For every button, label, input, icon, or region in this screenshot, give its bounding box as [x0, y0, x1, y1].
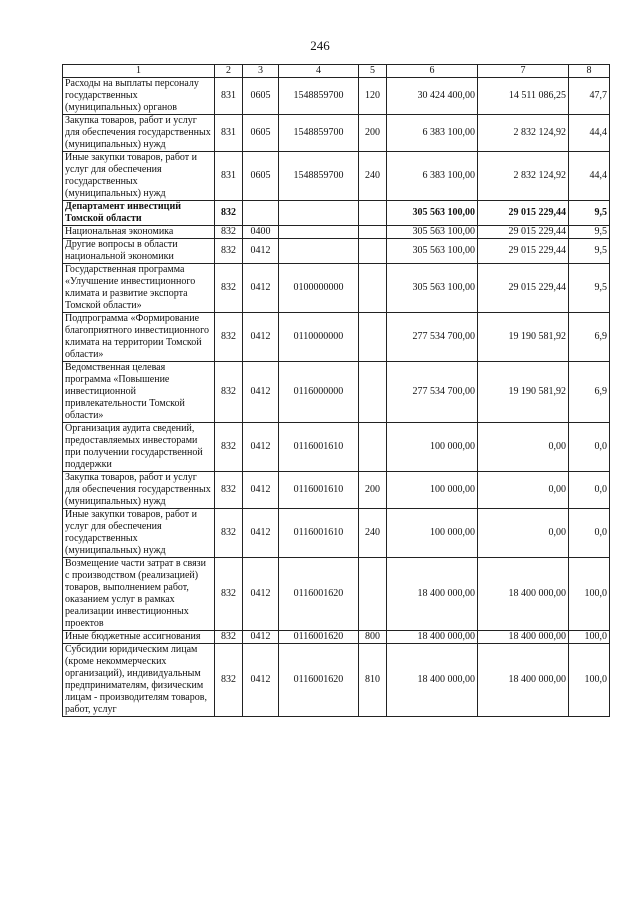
- grbs-cell: 832: [215, 226, 243, 239]
- execution-percent-cell: 44,4: [569, 152, 610, 201]
- execution-percent-cell: 0,0: [569, 472, 610, 509]
- table-row: [63, 226, 610, 239]
- table-row: [63, 115, 610, 152]
- table-header-row: [63, 65, 610, 78]
- expense-type-cell: [359, 423, 387, 472]
- target-item-cell: [279, 239, 359, 264]
- grbs-cell: 832: [215, 558, 243, 631]
- table-row: [63, 472, 610, 509]
- column-header: 6: [387, 65, 478, 78]
- fact-amount-cell: 14 511 086,25: [478, 78, 569, 115]
- execution-percent-cell: 6,9: [569, 313, 610, 362]
- table-row: [63, 644, 610, 717]
- execution-percent-cell: 9,5: [569, 239, 610, 264]
- expense-type-cell: [359, 239, 387, 264]
- fact-amount-cell: 29 015 229,44: [478, 264, 569, 313]
- execution-percent-cell: 100,0: [569, 558, 610, 631]
- plan-amount-cell: 18 400 000,00: [387, 558, 478, 631]
- fact-amount-cell: 18 400 000,00: [478, 558, 569, 631]
- plan-amount-cell: 18 400 000,00: [387, 631, 478, 644]
- section-cell: 0412: [243, 264, 279, 313]
- expense-type-cell: 810: [359, 644, 387, 717]
- column-header: 5: [359, 65, 387, 78]
- section-cell: 0412: [243, 313, 279, 362]
- fact-amount-cell: 29 015 229,44: [478, 226, 569, 239]
- row-name-cell: Подпрограмма «Формирование благоприятного инвестиционного климата на территории Томской области»: [63, 313, 215, 362]
- table-row: [63, 152, 610, 201]
- plan-amount-cell: 100 000,00: [387, 472, 478, 509]
- execution-percent-cell: 9,5: [569, 226, 610, 239]
- target-item-cell: 0110000000: [279, 313, 359, 362]
- table-row: [63, 78, 610, 115]
- grbs-cell: 832: [215, 264, 243, 313]
- execution-percent-cell: 0,0: [569, 423, 610, 472]
- row-name-cell: Департамент инвестиций Томской области: [63, 201, 215, 226]
- expense-type-cell: [359, 313, 387, 362]
- plan-amount-cell: 100 000,00: [387, 509, 478, 558]
- table-row: [63, 558, 610, 631]
- plan-amount-cell: 277 534 700,00: [387, 362, 478, 423]
- table-row: [63, 509, 610, 558]
- target-item-cell: 0116001620: [279, 644, 359, 717]
- target-item-cell: 1548859700: [279, 78, 359, 115]
- target-item-cell: 0100000000: [279, 264, 359, 313]
- row-name-cell: Возмещение части затрат в связи с производством (реализацией) товаров, выполнением работ, оказанием услуг в рамках реализации инвестиционных проектов: [63, 558, 215, 631]
- section-cell: 0412: [243, 644, 279, 717]
- plan-amount-cell: 305 563 100,00: [387, 201, 478, 226]
- plan-amount-cell: 18 400 000,00: [387, 644, 478, 717]
- table-row: [63, 631, 610, 644]
- fact-amount-cell: 18 400 000,00: [478, 644, 569, 717]
- target-item-cell: 0116000000: [279, 362, 359, 423]
- section-cell: 0412: [243, 423, 279, 472]
- target-item-cell: 0116001620: [279, 558, 359, 631]
- execution-percent-cell: 0,0: [569, 509, 610, 558]
- budget-table: [62, 64, 610, 717]
- row-name-cell: Национальная экономика: [63, 226, 215, 239]
- execution-percent-cell: 100,0: [569, 631, 610, 644]
- table-row: [63, 264, 610, 313]
- row-name-cell: Ведомственная целевая программа «Повышение инвестиционной привлекательности Томской области»: [63, 362, 215, 423]
- target-item-cell: 1548859700: [279, 115, 359, 152]
- fact-amount-cell: 19 190 581,92: [478, 313, 569, 362]
- plan-amount-cell: 30 424 400,00: [387, 78, 478, 115]
- grbs-cell: 832: [215, 201, 243, 226]
- fact-amount-cell: 0,00: [478, 509, 569, 558]
- target-item-cell: 0116001610: [279, 509, 359, 558]
- expense-type-cell: 240: [359, 152, 387, 201]
- table-row: [63, 239, 610, 264]
- plan-amount-cell: 277 534 700,00: [387, 313, 478, 362]
- grbs-cell: 832: [215, 313, 243, 362]
- column-header: 1: [63, 65, 215, 78]
- table-row: [63, 313, 610, 362]
- fact-amount-cell: 29 015 229,44: [478, 239, 569, 264]
- column-header: 8: [569, 65, 610, 78]
- section-cell: 0412: [243, 558, 279, 631]
- grbs-cell: 832: [215, 423, 243, 472]
- table-row: [63, 362, 610, 423]
- grbs-cell: 832: [215, 644, 243, 717]
- fact-amount-cell: 2 832 124,92: [478, 152, 569, 201]
- section-cell: 0412: [243, 472, 279, 509]
- plan-amount-cell: 100 000,00: [387, 423, 478, 472]
- column-header: 2: [215, 65, 243, 78]
- execution-percent-cell: 9,5: [569, 201, 610, 226]
- expense-type-cell: 120: [359, 78, 387, 115]
- section-cell: 0605: [243, 152, 279, 201]
- execution-percent-cell: 47,7: [569, 78, 610, 115]
- fact-amount-cell: 19 190 581,92: [478, 362, 569, 423]
- grbs-cell: 831: [215, 152, 243, 201]
- page-number: 246: [310, 38, 330, 53]
- expense-type-cell: [359, 362, 387, 423]
- expense-type-cell: [359, 201, 387, 226]
- row-name-cell: Иные бюджетные ассигнования: [63, 631, 215, 644]
- section-cell: 0412: [243, 509, 279, 558]
- row-name-cell: Закупка товаров, работ и услуг для обеспечения государственных (муниципальных) нужд: [63, 115, 215, 152]
- section-cell: 0412: [243, 362, 279, 423]
- grbs-cell: 832: [215, 472, 243, 509]
- fact-amount-cell: 18 400 000,00: [478, 631, 569, 644]
- fact-amount-cell: 0,00: [478, 423, 569, 472]
- expense-type-cell: 200: [359, 115, 387, 152]
- row-name-cell: Иные закупки товаров, работ и услуг для обеспечения государственных (муниципальных) нужд: [63, 152, 215, 201]
- execution-percent-cell: 9,5: [569, 264, 610, 313]
- plan-amount-cell: 305 563 100,00: [387, 264, 478, 313]
- expense-type-cell: 800: [359, 631, 387, 644]
- row-name-cell: Другие вопросы в области национальной экономики: [63, 239, 215, 264]
- expense-type-cell: 240: [359, 509, 387, 558]
- column-header: 7: [478, 65, 569, 78]
- grbs-cell: 832: [215, 239, 243, 264]
- column-header: 4: [279, 65, 359, 78]
- grbs-cell: 832: [215, 631, 243, 644]
- row-name-cell: Расходы на выплаты персоналу государственных (муниципальных) органов: [63, 78, 215, 115]
- section-cell: 0605: [243, 115, 279, 152]
- column-header: 3: [243, 65, 279, 78]
- grbs-cell: 832: [215, 362, 243, 423]
- expense-type-cell: [359, 264, 387, 313]
- section-cell: 0605: [243, 78, 279, 115]
- plan-amount-cell: 6 383 100,00: [387, 115, 478, 152]
- row-name-cell: Субсидии юридическим лицам (кроме некоммерческих организаций), индивидуальным предпринимателям, физическим лицам - производителям товаров, работ, услуг: [63, 644, 215, 717]
- section-cell: [243, 201, 279, 226]
- target-item-cell: [279, 201, 359, 226]
- table-row: [63, 423, 610, 472]
- target-item-cell: 1548859700: [279, 152, 359, 201]
- plan-amount-cell: 6 383 100,00: [387, 152, 478, 201]
- row-name-cell: Закупка товаров, работ и услуг для обеспечения государственных (муниципальных) нужд: [63, 472, 215, 509]
- plan-amount-cell: 305 563 100,00: [387, 239, 478, 264]
- execution-percent-cell: 100,0: [569, 644, 610, 717]
- grbs-cell: 832: [215, 509, 243, 558]
- row-name-cell: Иные закупки товаров, работ и услуг для обеспечения государственных (муниципальных) нужд: [63, 509, 215, 558]
- expense-type-cell: [359, 558, 387, 631]
- expense-type-cell: 200: [359, 472, 387, 509]
- target-item-cell: 0116001620: [279, 631, 359, 644]
- grbs-cell: 831: [215, 115, 243, 152]
- row-name-cell: Государственная программа «Улучшение инвестиционного климата и развитие экспорта Томской области»: [63, 264, 215, 313]
- fact-amount-cell: 2 832 124,92: [478, 115, 569, 152]
- section-cell: 0400: [243, 226, 279, 239]
- section-cell: 0412: [243, 239, 279, 264]
- table-row: [63, 201, 610, 226]
- target-item-cell: 0116001610: [279, 472, 359, 509]
- fact-amount-cell: 0,00: [478, 472, 569, 509]
- row-name-cell: Организация аудита сведений, предоставляемых инвесторами при получении государственной поддержки: [63, 423, 215, 472]
- target-item-cell: [279, 226, 359, 239]
- plan-amount-cell: 305 563 100,00: [387, 226, 478, 239]
- section-cell: 0412: [243, 631, 279, 644]
- target-item-cell: 0116001610: [279, 423, 359, 472]
- execution-percent-cell: 44,4: [569, 115, 610, 152]
- grbs-cell: 831: [215, 78, 243, 115]
- fact-amount-cell: 29 015 229,44: [478, 201, 569, 226]
- execution-percent-cell: 6,9: [569, 362, 610, 423]
- expense-type-cell: [359, 226, 387, 239]
